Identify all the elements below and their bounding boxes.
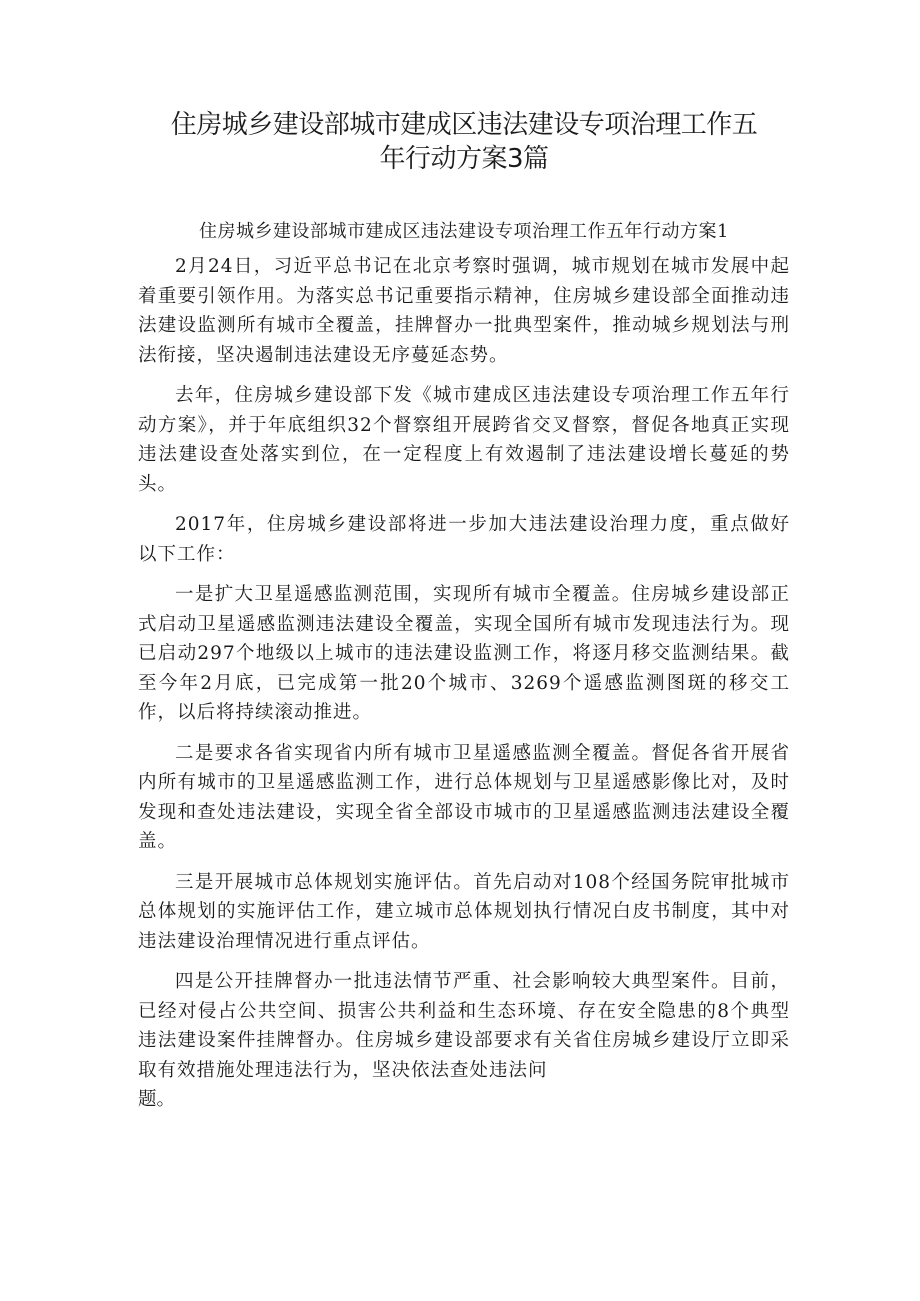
paragraph: 三是开展城市总体规划实施评估。首先启动对108个经国务院审批城市总体规划的实施评估工作，建立城市总体规划执行情况白皮书制度，其中对违法建设治理情况进行重点评估。: [138, 871, 790, 952]
paragraph: 2017年，住房城乡建设部将进一步加大违法建设治理力度，重点做好以下工作：: [138, 514, 790, 565]
title-line-2: 年行动方案3篇: [379, 144, 549, 174]
document-page: [138, 108, 790, 1115]
document-title: [138, 108, 790, 176]
title-line-1: 住房城乡建设部城市建成区违法建设专项治理工作五: [170, 110, 758, 140]
paragraph: 二是要求各省实现省内所有城市卫星遥感监测全覆盖。督促各省开展省内所有城市的卫星遥感监测工作，进行总体规划与卫星遥感影像比对，及时发现和查处违法建设，实现全省全部设市城市的卫星遥感监测违法建设全覆盖。: [138, 742, 790, 852]
paragraph: 一是扩大卫星遥感监测范围，实现所有城市全覆盖。住房城乡建设部正式启动卫星遥感监测违法建设全覆盖，实现全国所有城市发现违法行为。现已启动297个地级以上城市的违法建设监测工作，将逐月移交监测结果。截至今年2月底，已完成第一批20个城市、3269个遥感监测图斑的移交工作，以后将持续滚动推进。: [138, 584, 790, 723]
paragraph: 去年，住房城乡建设部下发《城市建成区违法建设专项治理工作五年行动方案》，并于年底组织32个督察组开展跨省交叉督察，督促各地真正实现违法建设查处落实到位，在一定程度上有效遏制了违法建设增长蔓延的势头。: [138, 385, 790, 495]
paragraph: 2月24日，习近平总书记在北京考察时强调，城市规划在城市发展中起着重要引领作用。为落实总书记重要指示精神，住房城乡建设部全面推动违法建设监测所有城市全覆盖，挂牌督办一批典型案件，推动城乡规划法与刑法衔接，坚决遏制违法建设无序蔓延态势。: [138, 256, 790, 366]
section-heading: 住房城乡建设部城市建成区违法建设专项治理工作五年行动方案1: [199, 221, 729, 242]
paragraph: 四是公开挂牌督办一批违法情节严重、社会影响较大典型案件。目前，已经对侵占公共空间、损害公共利益和生态环境、存在安全隐患的8个典型违法建设案件挂牌督办。住房城乡建设部要求有关省住房城乡建设厅立即采取有效措施处理违法行为，坚决依法查处违法问: [138, 971, 790, 1081]
paragraph-tail: 题。: [138, 1089, 176, 1110]
